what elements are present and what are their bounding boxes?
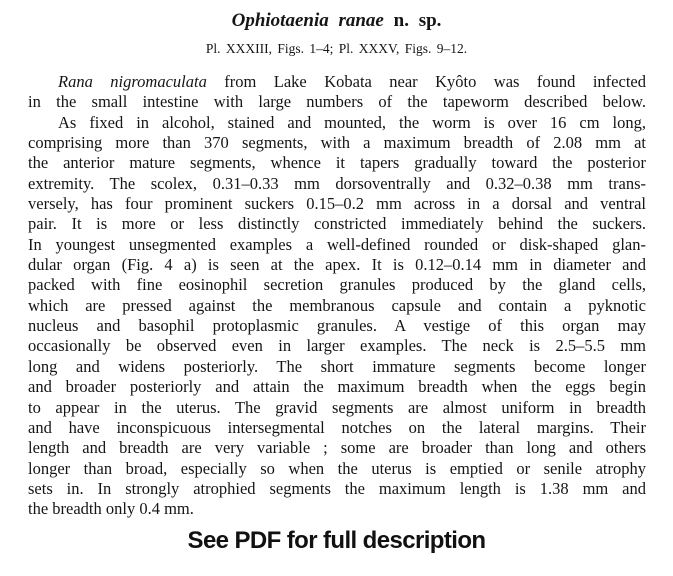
- host-species-name: Rana nigromaculata: [58, 72, 207, 91]
- text-line: comprising more than 370 segments, with a maximum breadth of 2.08 mm at: [28, 133, 646, 153]
- text-line: the breadth only 0.4 mm.: [28, 499, 194, 519]
- text-line: the anterior mature segments, whence it tapers gradually toward the posterior: [28, 153, 646, 173]
- text-line: [28, 72, 646, 92]
- text-line: pair. It is more or less distinctly constricted immediately behind the suckers.: [28, 214, 646, 234]
- species-name: Ophiotaenia ranae: [231, 10, 384, 31]
- text-line: which are pressed against the membranous capsule and contain a pyknotic: [28, 295, 646, 315]
- plate-reference: Pl. XXXIII, Figs. 1–4; Pl. XXXV, Figs. 9–12.: [205, 41, 468, 56]
- text-line: In youngest unsegmented examples a well-defined rounded or disk-shaped glan-: [28, 234, 646, 254]
- text-line: longer than broad, especially so when the uterus is emptied or senile atrophy: [28, 458, 646, 478]
- text-line: extremity. The scolex, 0.31–0.33 mm dorsoventrally and 0.32–0.38 mm trans-: [28, 173, 646, 193]
- text-line: and have inconspicuous intersegmental notches on the lateral margins. Their: [28, 417, 646, 437]
- text-segment: from Lake Kobata near Kyôto was found infected: [206, 72, 646, 91]
- text-line: and broader posteriorly and attain the maximum breadth when the eggs begin: [28, 377, 646, 397]
- text-line: long and widens posteriorly. The short immature segments become longer: [28, 356, 646, 376]
- text-line: As fixed in alcohol, stained and mounted, the worm is over 16 cm long,: [58, 112, 646, 132]
- text-line: sets in. In strongly atrophied segments the maximum length is 1.38 mm and: [28, 478, 646, 498]
- text-line: nucleus and basophil protoplasmic granules. A vestige of this organ may: [28, 316, 646, 336]
- text-line: packed with fine eosinophil secretion granules produced by the gland cells,: [28, 275, 646, 295]
- see-pdf-note: See PDF for full description: [187, 527, 486, 554]
- text-line: occasionally be observed even in larger examples. The neck is 2.5–5.5 mm: [28, 336, 646, 356]
- text-line: dular organ (Fig. 4 a) is seen at the apex. It is 0.12–0.14 mm in diameter and: [28, 255, 646, 275]
- species-title: [0, 10, 673, 32]
- text-line: versely, has four prominent suckers 0.15–0.2 mm across in a dorsal and ventral: [28, 194, 646, 214]
- description-body: [28, 72, 646, 520]
- species-suffix: n. sp.: [393, 10, 442, 31]
- text-line: to appear in the uterus. The gravid segments are almost uniform in breadth: [28, 397, 646, 417]
- text-line: length and breadth are very variable ; some are broader than long and others: [28, 438, 646, 458]
- text-line: in the small intestine with large numbers of the tapeworm described below.: [28, 92, 646, 112]
